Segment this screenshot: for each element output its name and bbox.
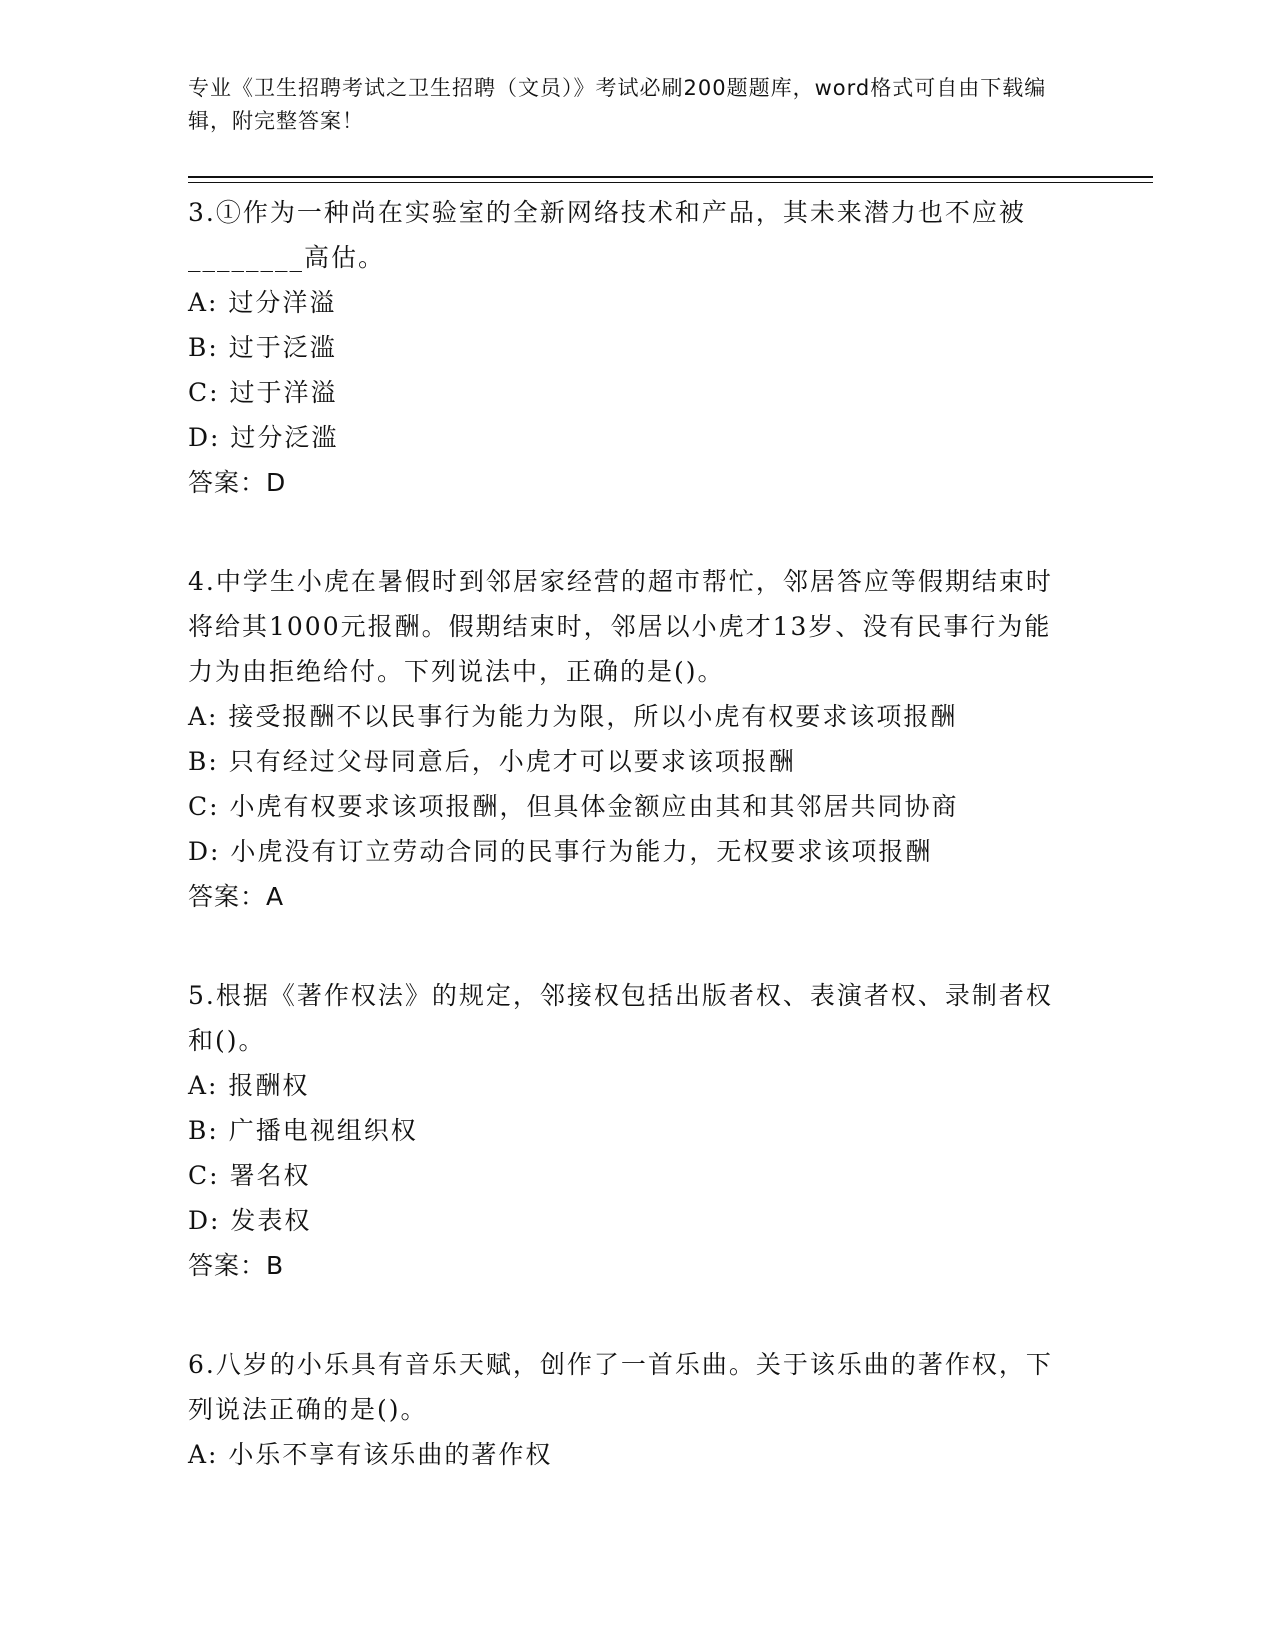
header-divider-thin	[188, 182, 1153, 183]
option-d: D: 过分泛滥	[188, 423, 339, 452]
option-b: B: 只有经过父母同意后，小虎才可以要求该项报酬	[188, 747, 796, 776]
question-stem: 6.八岁的小乐具有音乐天赋，创作了一首乐曲。关于该乐曲的著作权，下列说法正确的是()。	[188, 1350, 1053, 1424]
question-4	[188, 559, 1068, 919]
option-d: D: 发表权	[188, 1206, 312, 1235]
option-c: C: 过于洋溢	[188, 378, 338, 407]
answer-line: 答案：A	[188, 882, 285, 911]
answer-line: 答案：B	[188, 1251, 285, 1280]
option-a: A: 小乐不享有该乐曲的著作权	[188, 1440, 553, 1469]
option-b: B: 过于泛滥	[188, 333, 337, 362]
option-c: C: 署名权	[188, 1161, 311, 1190]
document-header: 专业《卫生招聘考试之卫生招聘（文员）》考试必刷200题题库，word格式可自由下载编辑，附完整答案！	[188, 76, 1047, 133]
answer-line: 答案：D	[188, 468, 287, 497]
option-c: C: 小虎有权要求该项报酬，但具体金额应由其和其邻居共同协商	[188, 792, 959, 821]
question-stem: 4.中学生小虎在暑假时到邻居家经营的超市帮忙，邻居答应等假期结束时将给其1000元报酬。假期结束时，邻居以小虎才13岁、没有民事行为能力为由拒绝给付。下列说法中，正确的是()。	[188, 567, 1053, 686]
option-a: A: 过分洋溢	[188, 288, 337, 317]
header-divider-thick	[188, 176, 1153, 178]
question-stem: 5.根据《著作权法》的规定，邻接权包括出版者权、表演者权、录制者权和()。	[188, 981, 1053, 1055]
option-d: D: 小虎没有订立劳动合同的民事行为能力，无权要求该项报酬	[188, 837, 933, 866]
option-a: A: 接受报酬不以民事行为能力为限，所以小虎有权要求该项报酬	[188, 702, 958, 731]
question-stem: 3.①作为一种尚在实验室的全新网络技术和产品，其未来潜力也不应被________高估。	[188, 198, 1026, 272]
question-3	[188, 190, 1068, 505]
question-6	[188, 1342, 1068, 1477]
question-5	[188, 973, 1068, 1288]
question-list	[188, 190, 1068, 1477]
option-a: A: 报酬权	[188, 1071, 310, 1100]
option-b: B: 广播电视组织权	[188, 1116, 418, 1145]
